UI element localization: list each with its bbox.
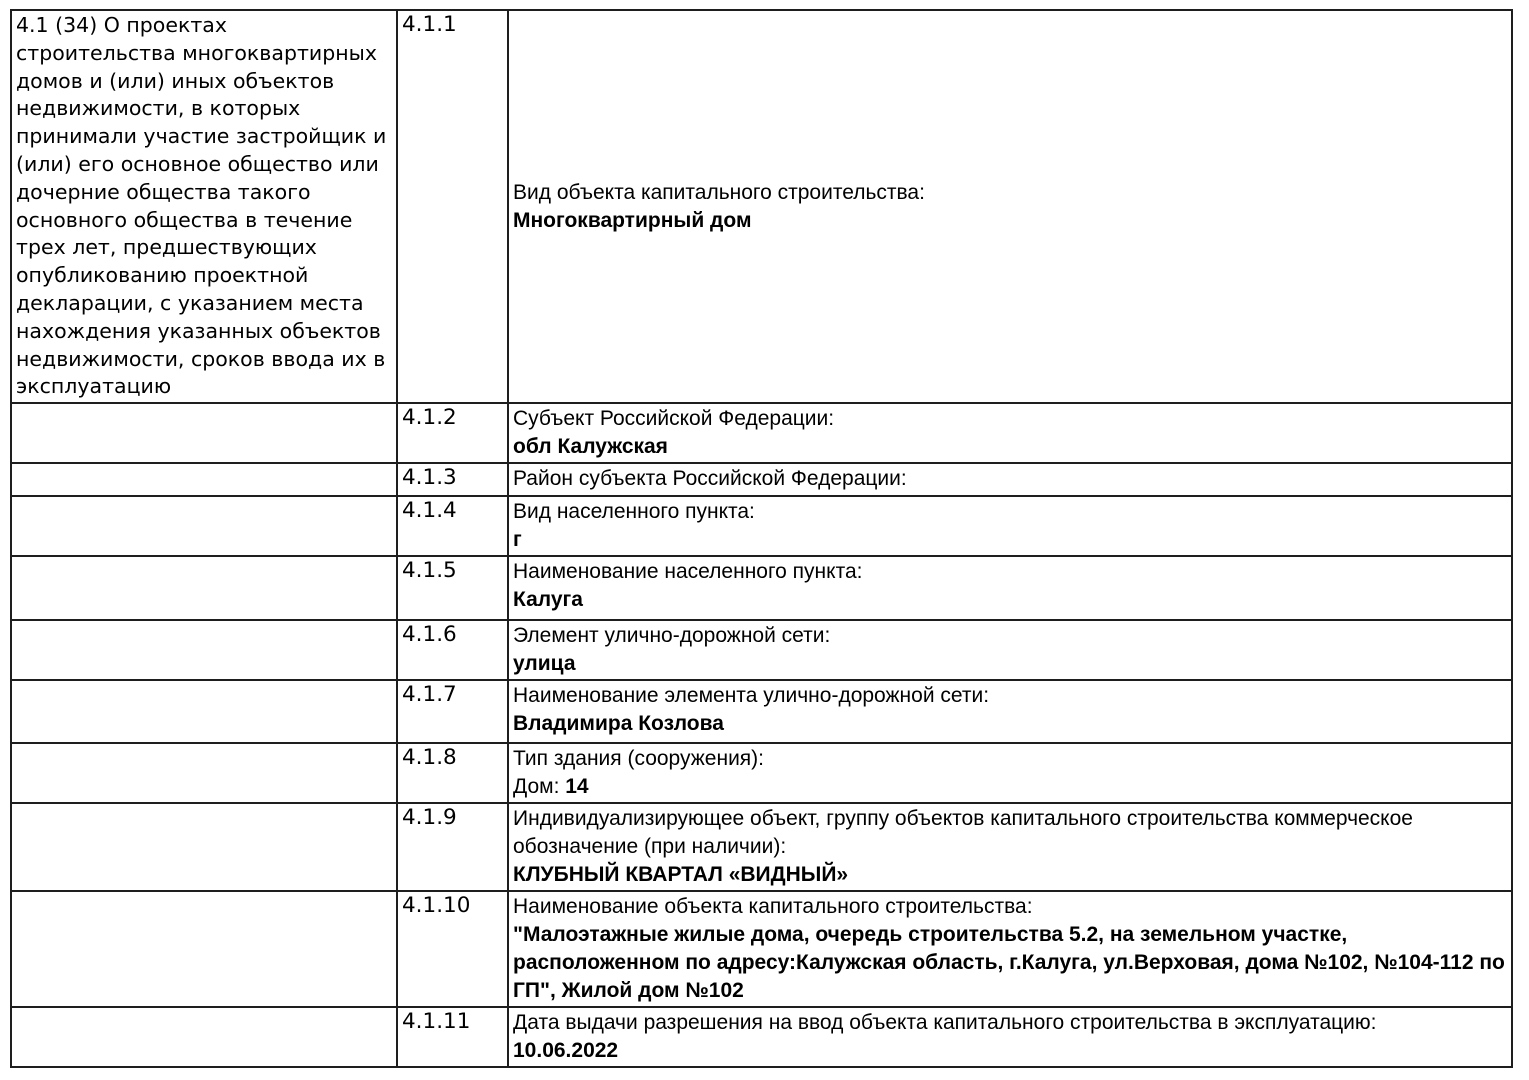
table-row xyxy=(11,803,1512,891)
field-label: Индивидуализирующее объект, группу объектов капитального строительства коммерческое обозначение (при наличии): xyxy=(513,807,1413,859)
field-label: Дата выдачи разрешения на ввод объекта капитального строительства в эксплуатацию: xyxy=(513,1011,1377,1035)
field-value: Калуга xyxy=(513,588,583,612)
field-cell-4-1-4 xyxy=(508,496,1512,556)
table-row xyxy=(11,620,1512,680)
field-label: Наименование элемента улично-дорожной сети: xyxy=(513,684,990,708)
field-value: обл Калужская xyxy=(513,435,668,459)
field-cell-4-1-6 xyxy=(508,620,1512,680)
row-number-4-1-7: 4.1.7 xyxy=(397,680,508,743)
row-number-4-1-5: 4.1.5 xyxy=(397,556,508,620)
field-label: Наименование населенного пункта: xyxy=(513,560,863,584)
empty-cell xyxy=(11,803,397,891)
row-number-4-1-1: 4.1.1 xyxy=(397,10,508,403)
row-number-4-1-9: 4.1.9 xyxy=(397,803,508,891)
field-cell-4-1-10 xyxy=(508,891,1512,1007)
field-value: Дом: 14 xyxy=(513,775,589,799)
project-declaration-table xyxy=(10,9,1513,1068)
row-number-4-1-6: 4.1.6 xyxy=(397,620,508,680)
field-label: Тип здания (сооружения): xyxy=(513,747,764,771)
empty-cell xyxy=(11,891,397,1007)
field-label: Наименование объекта капитального строительства: xyxy=(513,895,1033,919)
field-value: улица xyxy=(513,652,576,676)
field-value: Владимира Козлова xyxy=(513,712,724,736)
field-value: КЛУБНЫЙ КВАРТАЛ «ВИДНЫЙ» xyxy=(513,863,849,887)
field-cell-4-1-5 xyxy=(508,556,1512,620)
empty-cell xyxy=(11,403,397,463)
section-4-1-description: 4.1 (34) О проектах строительства многоквартирных домов и (или) иных объектов недвижимости, в которых принимали участие застройщик и (или) его основное общество или дочерние общества такого основного общества в течение трех лет, предшествующих опубликованию проектной декларации, с указанием места нахождения указанных объектов недвижимости, сроков ввода их в эксплуатацию xyxy=(11,10,397,403)
field-value-prefix: Дом: xyxy=(513,775,566,799)
field-cell-4-1-2 xyxy=(508,403,1512,463)
empty-cell xyxy=(11,1007,397,1067)
table-row xyxy=(11,680,1512,743)
table-row xyxy=(11,1007,1512,1067)
field-cell-4-1-11 xyxy=(508,1007,1512,1067)
table-row xyxy=(11,556,1512,620)
field-cell-4-1-9 xyxy=(508,803,1512,891)
field-cell-4-1-7 xyxy=(508,680,1512,743)
field-cell-4-1-1 xyxy=(508,10,1512,403)
row-number-4-1-3: 4.1.3 xyxy=(397,463,508,496)
row-number-4-1-11: 4.1.11 xyxy=(397,1007,508,1067)
field-label: Район субъекта Российской Федерации: xyxy=(513,467,907,491)
table-row xyxy=(11,403,1512,463)
field-label: Субъект Российской Федерации: xyxy=(513,407,835,431)
empty-cell xyxy=(11,496,397,556)
empty-cell xyxy=(11,680,397,743)
field-cell-4-1-3 xyxy=(508,463,1512,496)
row-number-4-1-8: 4.1.8 xyxy=(397,743,508,803)
table-row xyxy=(11,463,1512,496)
field-value: 10.06.2022 xyxy=(513,1039,619,1063)
field-label: Вид объекта капитального строительства: xyxy=(513,180,925,204)
table-row xyxy=(11,891,1512,1007)
empty-cell xyxy=(11,556,397,620)
empty-cell xyxy=(11,463,397,496)
row-number-4-1-10: 4.1.10 xyxy=(397,891,508,1007)
empty-cell xyxy=(11,743,397,803)
field-value: Многоквартирный дом xyxy=(513,208,752,232)
field-label: Вид населенного пункта: xyxy=(513,500,755,524)
row-number-4-1-4: 4.1.4 xyxy=(397,496,508,556)
table-row xyxy=(11,10,1512,403)
field-value: г xyxy=(513,528,522,552)
field-label: Элемент улично-дорожной сети: xyxy=(513,624,831,648)
field-cell-4-1-8 xyxy=(508,743,1512,803)
row-number-4-1-2: 4.1.2 xyxy=(397,403,508,463)
field-value: "Малоэтажные жилые дома, очередь строительства 5.2, на земельном участке, расположенном по адресу:Калужская область, г.Калуга, ул.Верховая, дома №102, №104-112 по ГП", Жилой дом №102 xyxy=(513,923,1505,1003)
table-row xyxy=(11,743,1512,803)
table-row xyxy=(11,496,1512,556)
empty-cell xyxy=(11,620,397,680)
